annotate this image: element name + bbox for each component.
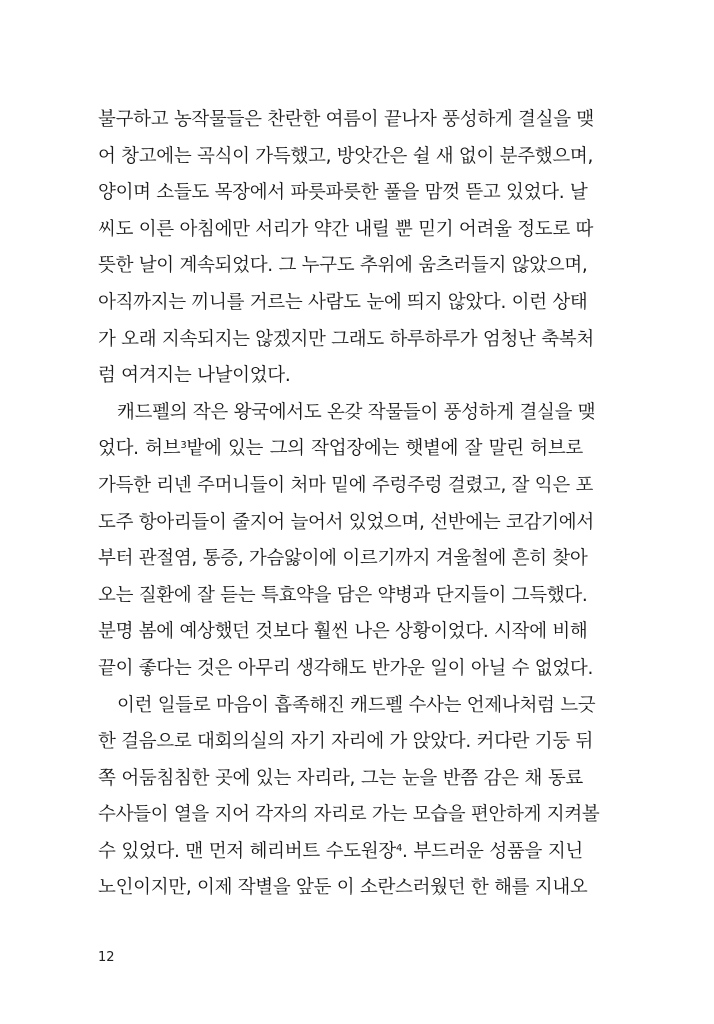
text-line: 양이며 소들도 목장에서 파릇파릇한 풀을 맘껏 뜯고 있었다. 날 [98,182,588,204]
body-text [98,102,600,907]
text-line: 오는 질환에 잘 듣는 특효약을 담은 약병과 단지들이 그득했다. [98,584,588,606]
text-line: 노인이지만, 이제 작별을 앞둔 이 소란스러웠던 한 해를 지내오 [98,877,588,899]
text-line: 쪽 어둠침침한 곳에 있는 자리라, 그는 눈을 반쯤 감은 채 동료 [98,767,583,789]
text-line: 불구하고 농작물들은 찬란한 여름이 끝나자 풍성하게 결실을 맺 [98,109,594,130]
text-line [98,834,583,871]
text-fragment: 밭에 있는 그의 작업장에는 햇볕에 잘 말린 허브로 [186,438,583,460]
text-line: 이런 일들로 마음이 흡족해진 캐드펠 수사는 언제나처럼 느긋 [117,694,596,716]
text-line: 럼 여겨지는 나날이었다. [98,365,291,387]
text-line: 뜻한 날이 계속되었다. 그 누구도 추위에 움츠러들지 않았으며, [98,255,588,277]
footnote-ref: 3 [180,440,187,452]
text-line: 한 걸음으로 대회의실의 자기 자리에 가 앉았다. 커다란 기둥 뒤 [98,731,594,753]
page-number: 12 [98,950,115,965]
text-line: 씨도 이른 아침에만 서리가 약간 내릴 뿐 믿기 어려울 정도로 따 [98,218,594,240]
text-line: 캐드펠의 작은 왕국에서도 온갖 작물들이 풍성하게 결실을 맺 [117,401,596,423]
text-line: 끝이 좋다는 것은 아무리 생각해도 반가운 일이 아닐 수 없었다. [98,657,594,679]
text-fragment: . 부드러운 성품을 지닌 [402,840,583,862]
text-line: 가득한 리넨 주머니들이 처마 밑에 주렁주렁 걸렸고, 잘 익은 포 [98,474,594,496]
text-line: 부터 관절염, 통증, 가슴앓이에 이르기까지 겨울철에 흔히 찾아 [98,548,588,570]
text-line: 도주 항아리들이 줄지어 늘어서 있었으며, 선반에는 코감기에서 [98,511,594,533]
text-fragment: 었다. 허브 [98,438,181,460]
text-line [98,431,583,468]
text-line: 가 오래 지속되지는 않겠지만 그래도 하루하루가 엄청난 축복처 [98,328,594,350]
text-line: 분명 봄에 예상했던 것보다 훨씬 나은 상황이었다. 시작에 비해 [98,621,588,643]
footnote-ref: 4 [395,842,402,854]
text-line: 아직까지는 끼니를 거르는 사람도 눈에 띄지 않았다. 이런 상태 [98,291,588,313]
text-line: 어 창고에는 곡식이 가득했고, 방앗간은 쉴 새 없이 분주했으며, [98,145,594,167]
text-line: 수사들이 열을 지어 각자의 자리로 가는 모습을 편안하게 지켜볼 [98,804,600,826]
text-fragment: 수 있었다. 맨 먼저 헤리버트 수도원장 [98,840,396,862]
